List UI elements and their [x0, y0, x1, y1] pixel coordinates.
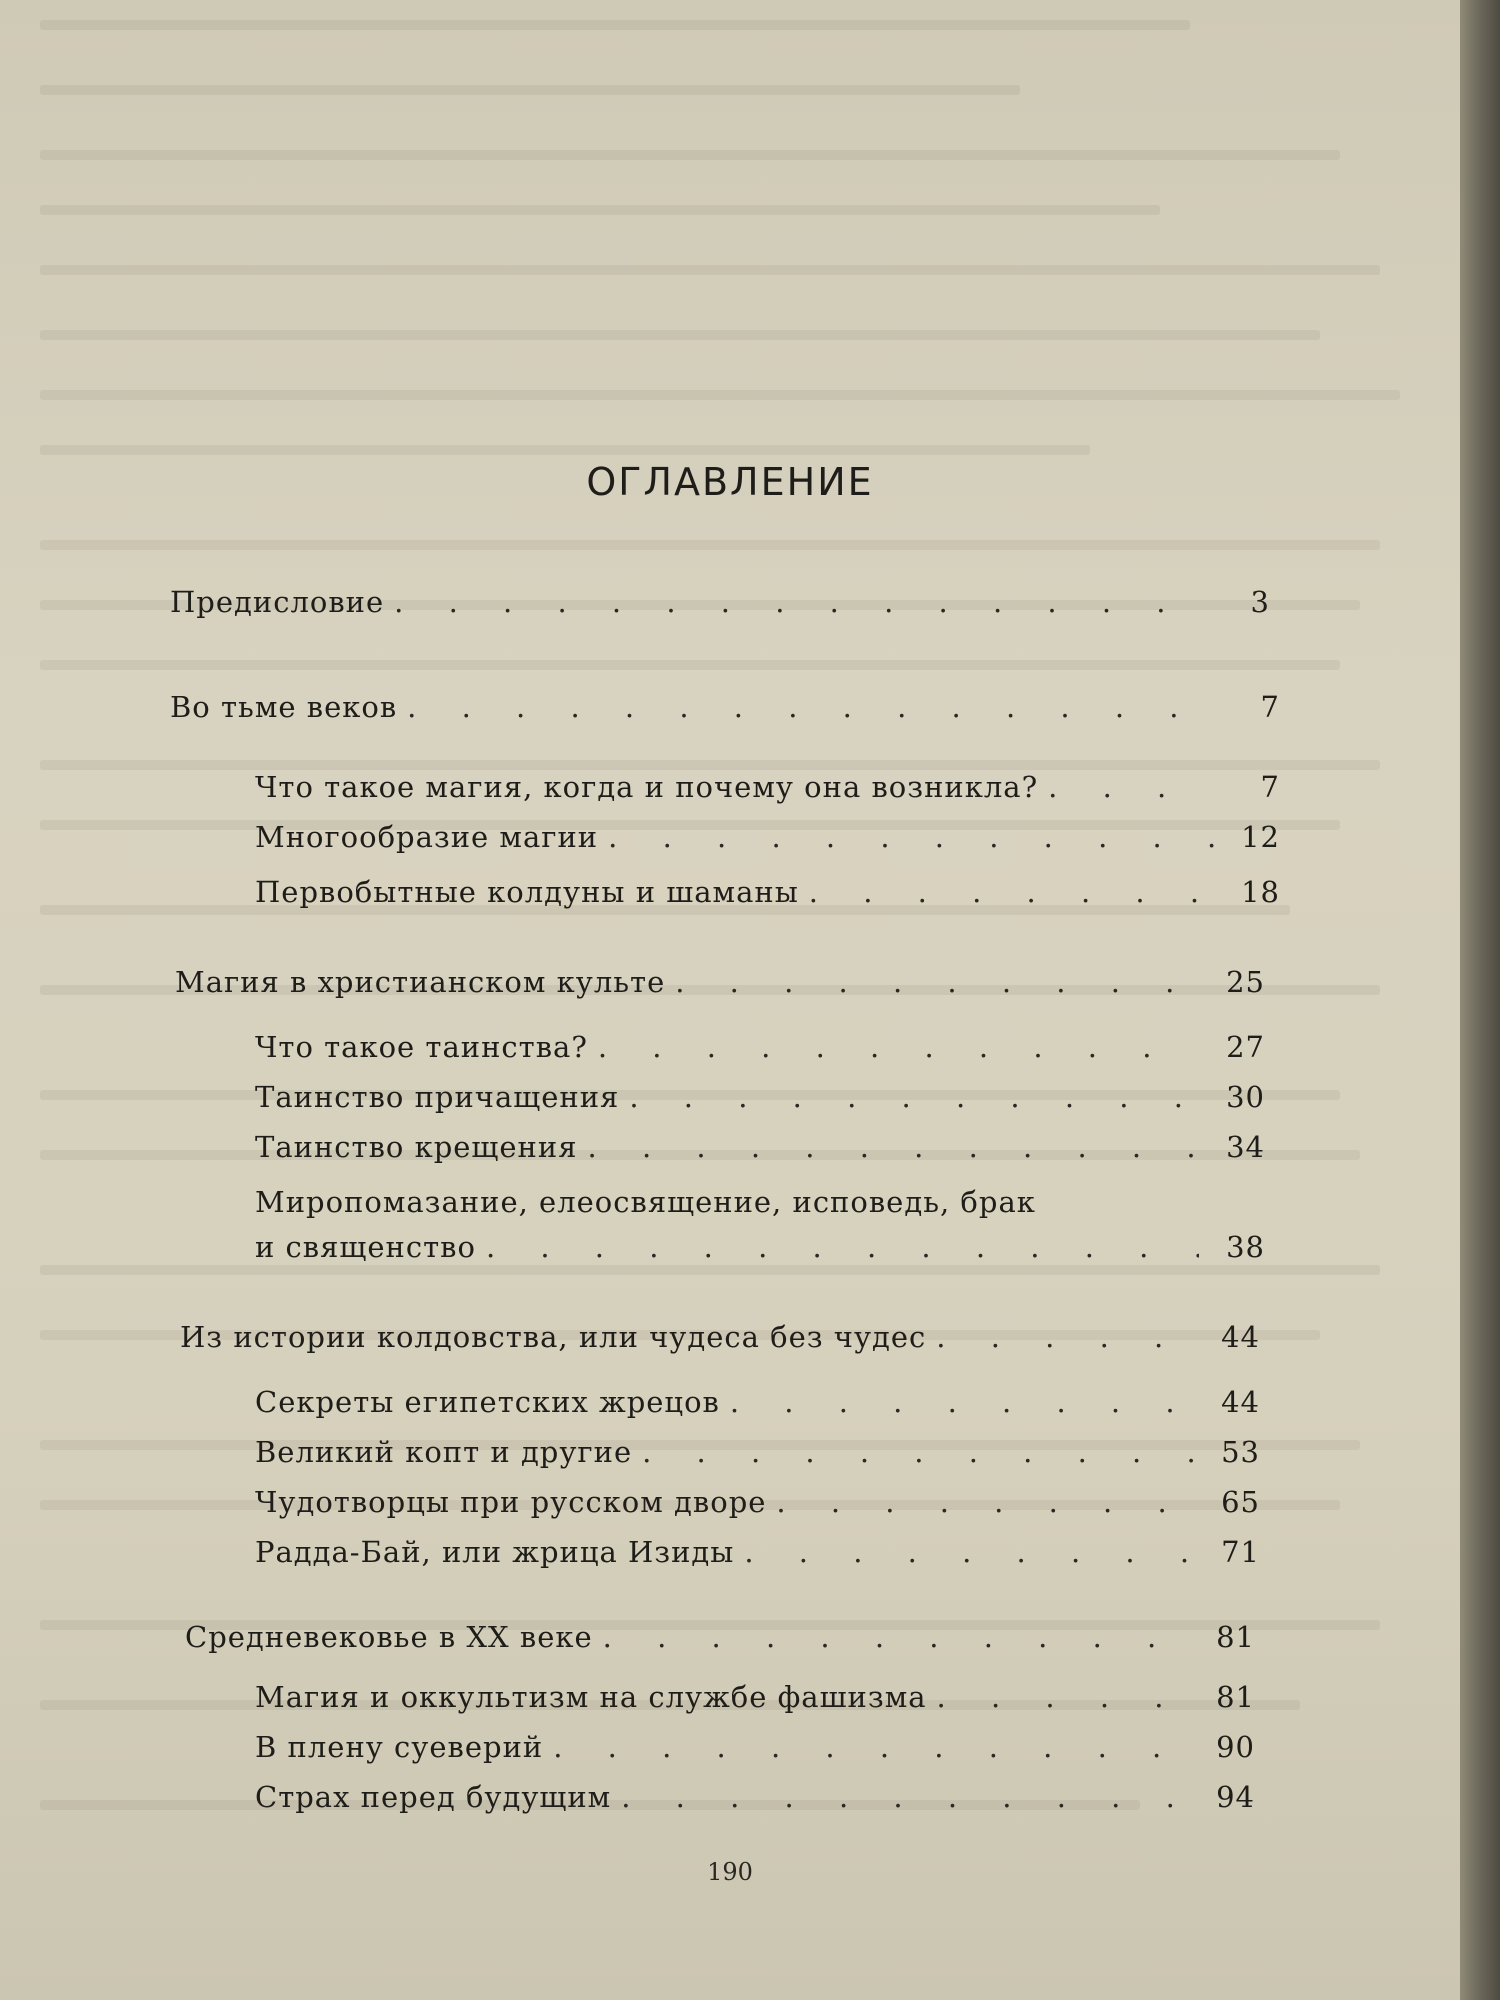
dot-leader [937, 1680, 1189, 1714]
bleed-through-line [40, 760, 1380, 770]
dot-leader [598, 1030, 1199, 1064]
bleed-through-line [40, 1265, 1380, 1275]
dot-leader [621, 1780, 1189, 1814]
bleed-through-line [40, 330, 1320, 340]
toc-item-sacraments[interactable] [255, 1030, 1265, 1064]
toc-item-occultism-fascism[interactable] [255, 1680, 1255, 1714]
toc-item-primitive-shamans[interactable] [255, 875, 1280, 909]
toc-page-number: 7 [1260, 690, 1280, 724]
toc-page-number: 65 [1221, 1485, 1260, 1519]
toc-item-label: Таинство крещения [255, 1130, 578, 1164]
toc-page-number: 7 [1260, 770, 1280, 804]
toc-item-egyptian-priests[interactable] [255, 1385, 1260, 1419]
toc-item-great-copt[interactable] [255, 1435, 1260, 1469]
toc-page-number: 44 [1221, 1320, 1260, 1354]
toc-item-what-is-magic[interactable] [255, 770, 1280, 804]
toc-page-number: 81 [1216, 1620, 1255, 1654]
toc-section-label: Предисловие [170, 585, 385, 619]
toc-page-number: 34 [1226, 1130, 1265, 1164]
dot-leader [809, 875, 1214, 909]
dot-leader [744, 1535, 1194, 1569]
dot-leader [394, 585, 1204, 619]
toc-item-label: Первобытные колдуны и шаманы [255, 875, 799, 909]
toc-item-label: Радда-Бай, или жрица Изиды [255, 1535, 735, 1569]
toc-page-number: 18 [1241, 875, 1280, 909]
toc-item-chrismation[interactable] [255, 1230, 1265, 1264]
bleed-through-line [40, 540, 1380, 550]
toc-item-label-first-line[interactable]: Миропомазание, елеосвящение, исповедь, брак [255, 1185, 1036, 1219]
toc-item-label: и священство [255, 1230, 476, 1264]
toc-section-label: Во тьме веков [170, 690, 398, 724]
toc-page-number: 81 [1216, 1680, 1255, 1714]
toc-page-number: 94 [1216, 1780, 1255, 1814]
toc-item-superstitions[interactable] [255, 1730, 1255, 1764]
dot-leader [730, 1385, 1194, 1419]
bleed-through-line [40, 20, 1190, 30]
toc-section-sorcery-history[interactable] [180, 1320, 1260, 1354]
book-gutter-shadow [1460, 0, 1500, 2000]
bleed-through-line [40, 390, 1400, 400]
dot-leader [675, 965, 1199, 999]
dot-leader [486, 1230, 1199, 1264]
toc-page-number: 27 [1226, 1030, 1265, 1064]
toc-title: ОГЛАВЛЕНИЕ [586, 460, 874, 504]
toc-item-fear-of-future[interactable] [255, 1780, 1255, 1814]
dot-leader [776, 1485, 1194, 1519]
toc-item-label: Секреты египетских жрецов [255, 1385, 720, 1419]
toc-section-christian-cult[interactable] [175, 965, 1265, 999]
toc-item-communion[interactable] [255, 1080, 1265, 1114]
dot-leader [603, 1620, 1189, 1654]
dot-leader [407, 690, 1214, 724]
toc-item-label: Многообразие магии [255, 820, 599, 854]
dot-leader [608, 820, 1214, 854]
toc-page-number: 44 [1221, 1385, 1260, 1419]
toc-section-label: Средневековье в XX веке [185, 1620, 593, 1654]
toc-item-label: Что такое таинства? [255, 1030, 588, 1064]
toc-section-label: Из истории колдовства, или чудеса без чудес [180, 1320, 927, 1354]
toc-page-number: 3 [1250, 585, 1270, 619]
toc-item-label: В плену суеверий [255, 1730, 544, 1764]
dot-leader [588, 1130, 1199, 1164]
toc-section-dark-ages[interactable] [170, 690, 1280, 724]
dot-leader [936, 1320, 1194, 1354]
toc-section-preface[interactable] [170, 585, 1270, 619]
toc-item-label: Магия и оккультизм на службе фашизма [255, 1680, 927, 1714]
toc-item-radda-bai[interactable] [255, 1535, 1260, 1569]
bleed-through-line [40, 150, 1340, 160]
toc-item-russian-court[interactable] [255, 1485, 1260, 1519]
toc-item-diversity-of-magic[interactable] [255, 820, 1280, 854]
toc-section-label: Магия в христианском культе [175, 965, 666, 999]
toc-item-label: Что такое магия, когда и почему она возникла? [255, 770, 1039, 804]
toc-page-number: 12 [1241, 820, 1280, 854]
toc-item-label: Страх перед будущим [255, 1780, 612, 1814]
dot-leader [1048, 770, 1214, 804]
toc-page-number: 30 [1226, 1080, 1265, 1114]
page-number: 190 [707, 1858, 753, 1886]
toc-page-number: 71 [1221, 1535, 1260, 1569]
bleed-through-line [40, 265, 1380, 275]
dot-leader [629, 1080, 1199, 1114]
dot-leader [642, 1435, 1194, 1469]
toc-item-label: Великий копт и другие [255, 1435, 633, 1469]
toc-page-number: 38 [1226, 1230, 1265, 1264]
toc-page-number: 53 [1221, 1435, 1260, 1469]
bleed-through-line [40, 85, 1020, 95]
bleed-through-line [40, 445, 1090, 455]
toc-section-middle-ages-20th[interactable] [185, 1620, 1255, 1654]
dot-leader [553, 1730, 1189, 1764]
toc-page-number: 90 [1216, 1730, 1255, 1764]
bleed-through-line [40, 205, 1160, 215]
toc-page-number: 25 [1226, 965, 1265, 999]
toc-item-label: Чудотворцы при русском дворе [255, 1485, 767, 1519]
toc-item-label: Таинство причащения [255, 1080, 620, 1114]
toc-item-baptism[interactable] [255, 1130, 1265, 1164]
bleed-through-line [40, 660, 1340, 670]
